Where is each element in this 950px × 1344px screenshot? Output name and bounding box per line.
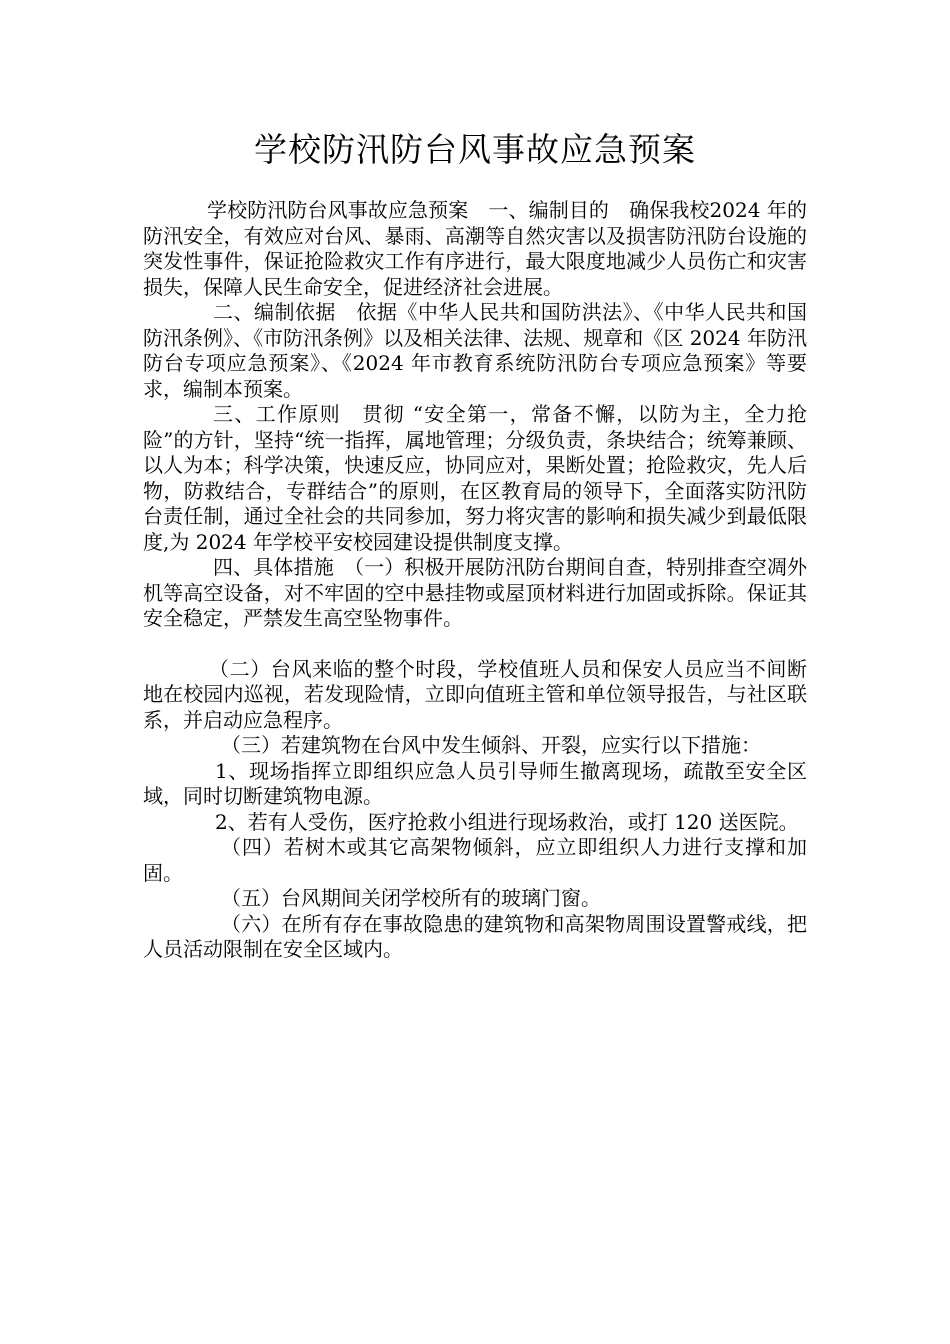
paragraph-principles: 三、工作原则 贯彻 “安全第一，常备不懈，以防为主，全力抢险”的方针，坚持“统一指挥，属地管理；分级负责，条块结合；统筹兼顾、以人为本；科学决策，快速反应，协同应对，果断处置；抢险救灾，先人后物，防救结合，专群结合”的原则，在区教育局的领导下，全面落实防汛防台责任制，通过全社会的共同参加，努力将灾害的影响和损失减少到最低限度,为 2024 年学校平安校园建设提供制度支撑。 bbox=[143, 402, 807, 554]
paragraph-measures-4: （四）若树木或其它高架物倾斜，应立即组织人力进行支撑和加固。 bbox=[143, 835, 807, 885]
paragraph-basis: 二、编制依据 依据《中华人民共和国防洪法》、《中华人民共和国防汛条例》、《市防汛条例》以及相关法律、法规、规章和《区 2024 年防汛防台专项应急预案》、《2024 年市教育系统防汛防台专项应急预案》等要求，编制本预案。 bbox=[143, 300, 807, 401]
paragraph-measures-1: 四、具体措施 （一）积极开展防汛防台期间自查，特别排查空凋外机等高空设备，对不牢固的空中悬挂物或屋顶材料进行加固或拆除。保证其安全稳定，严禁发生高空坠物事件。 bbox=[143, 555, 807, 630]
paragraph-measures-3: （三）若建筑物在台风中发生倾斜、开裂，应实行以下措施： bbox=[221, 733, 761, 757]
document-title: 学校防汛防台风事故应急预案 bbox=[254, 130, 696, 169]
paragraph-step-1: 1、现场指挥立即组织应急人员引导师生撤离现场，疏散至安全区域，同时切断建筑物电源。 bbox=[143, 758, 807, 808]
paragraph-measures-2: （二）台风来临的整个时段，学校值班人员和保安人员应当不间断地在校园内巡视，若发现险情，立即向值班主管和单位领导报告，与社区联系，并启动应急程序。 bbox=[143, 656, 807, 732]
paragraph-measures-5: （五）台风期间关闭学校所有的玻璃门窗。 bbox=[221, 886, 601, 910]
paragraph-measures-6: （六）在所有存在事故隐患的建筑物和高架物周围设置警戒线，把人员活动限制在安全区域内。 bbox=[143, 911, 807, 961]
paragraph-spacer bbox=[143, 632, 807, 657]
paragraph-step-2: 2、若有人受伤，医疗抢救小组进行现场救治，或打 120 送医院。 bbox=[215, 809, 799, 834]
document-body bbox=[143, 198, 807, 963]
paragraph-purpose: 学校防汛防台风事故应急预案 一、编制目的 确保我校2024 年的防汛安全，有效应对台风、暴雨、高潮等自然灾害以及损害防汛防台设施的突发性事件，保证抢险救灾工作有序进行，最大限度地减少人员伤亡和灾害损失，保障人民生命安全，促进经济社会进展。 bbox=[143, 198, 807, 299]
